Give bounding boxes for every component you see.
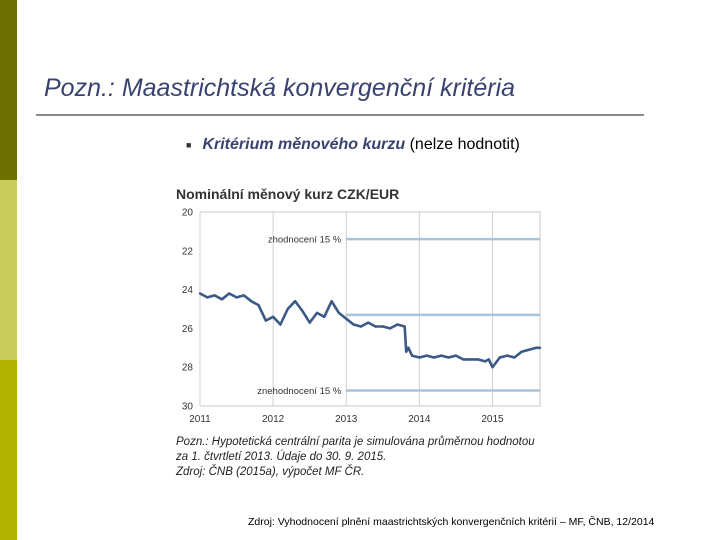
plot-area xyxy=(200,212,540,406)
series-point-5 xyxy=(228,292,230,294)
chart-note xyxy=(176,435,535,480)
x-tick-label-2011: 2011 xyxy=(189,414,211,425)
x-tick-label-2015: 2015 xyxy=(481,414,504,425)
series-point-44 xyxy=(491,366,493,368)
series-point-27 xyxy=(389,327,391,329)
series-point-3 xyxy=(213,294,215,296)
series-point-50 xyxy=(535,347,537,349)
note-line-3: Zdroj: ČNB (2015a), výpočet MF ČR. xyxy=(176,466,365,478)
series-point-10 xyxy=(265,319,267,321)
series-point-15 xyxy=(301,310,303,312)
bullet-point xyxy=(186,136,520,154)
series-point-47 xyxy=(513,356,515,358)
series-point-13 xyxy=(287,308,289,310)
exchange-rate-chart xyxy=(170,204,550,432)
series-point-48 xyxy=(521,351,523,353)
series-point-9 xyxy=(257,304,259,306)
series-point-32 xyxy=(411,354,413,356)
series-point-18 xyxy=(323,316,325,318)
series-point-28 xyxy=(396,323,398,325)
series-point-35 xyxy=(433,356,435,358)
series-point-37 xyxy=(447,356,449,358)
x-tick-label-2013: 2013 xyxy=(335,414,358,425)
series-point-39 xyxy=(462,358,464,360)
series-point-4 xyxy=(221,298,223,300)
series-point-26 xyxy=(382,325,384,327)
series-point-40 xyxy=(469,358,471,360)
slide-title: Pozn.: Maastrichtská konvergenční kritéria xyxy=(44,74,516,102)
series-point-20 xyxy=(338,312,340,314)
series-point-1 xyxy=(199,292,201,294)
bullet-rest: (nelze hodnotit) xyxy=(405,136,520,153)
series-point-49 xyxy=(528,349,530,351)
series-point-8 xyxy=(250,300,252,302)
x-tick-label-2014: 2014 xyxy=(408,414,431,425)
series-point-21 xyxy=(345,318,347,320)
series-point-31 xyxy=(407,347,409,349)
source-footer: Zdroj: Vyhodnocení plnění maastrichtských konvergenčních kritérií – MF, ČNB, 12/2014 xyxy=(248,516,655,528)
y-tick-label-26: 26 xyxy=(181,323,193,335)
series-point-17 xyxy=(316,312,318,314)
series-point-38 xyxy=(455,354,457,356)
series-point-36 xyxy=(440,354,442,356)
y-tick-label-22: 22 xyxy=(181,246,193,258)
left-accent-bar-bottom xyxy=(0,360,17,540)
note-line-1: Pozn.: Hypotetická centrální parita je simulována průměrnou hodnotou xyxy=(176,436,535,448)
y-tick-label-28: 28 xyxy=(181,362,193,374)
chart-title: Nominální měnový kurz CZK/EUR xyxy=(176,186,400,202)
series-point-41 xyxy=(477,358,479,360)
series-point-45 xyxy=(499,356,501,358)
title-underline xyxy=(36,114,644,116)
reference-line-label-2: znehodnocení 15 % xyxy=(257,385,342,397)
x-tick-label-2012: 2012 xyxy=(261,414,285,425)
note-line-2: za 1. čtvrtletí 2013. Údaje do 30. 9. 2015. xyxy=(176,451,387,463)
bullet-square-icon: ■ xyxy=(186,139,192,150)
y-tick-label-24: 24 xyxy=(181,285,193,297)
series-point-29 xyxy=(404,325,406,327)
series-point-22 xyxy=(352,323,354,325)
series-point-34 xyxy=(426,354,428,356)
y-tick-label-20: 20 xyxy=(181,207,193,219)
series-point-43 xyxy=(488,358,490,360)
left-accent-bar-middle xyxy=(0,180,17,360)
series-point-46 xyxy=(506,354,508,356)
series-point-11 xyxy=(272,316,274,318)
series-point-14 xyxy=(294,300,296,302)
series-point-19 xyxy=(330,300,332,302)
series-point-25 xyxy=(374,325,376,327)
series-point-23 xyxy=(360,325,362,327)
reference-line-label-1: zhodnocení 15 % xyxy=(267,234,342,246)
series-point-7 xyxy=(243,294,245,296)
left-accent-bar-top xyxy=(0,0,17,180)
series-point-12 xyxy=(279,323,281,325)
series-point-24 xyxy=(367,321,369,323)
series-point-2 xyxy=(206,296,208,298)
series-point-42 xyxy=(484,360,486,362)
series-point-51 xyxy=(539,347,541,349)
series-point-6 xyxy=(235,296,237,298)
series-point-33 xyxy=(418,356,420,358)
bullet-emphasis: Kritérium měnového kurzu xyxy=(202,136,406,153)
series-point-30 xyxy=(405,351,407,353)
series-point-16 xyxy=(309,321,311,323)
y-tick-label-30: 30 xyxy=(181,401,193,413)
